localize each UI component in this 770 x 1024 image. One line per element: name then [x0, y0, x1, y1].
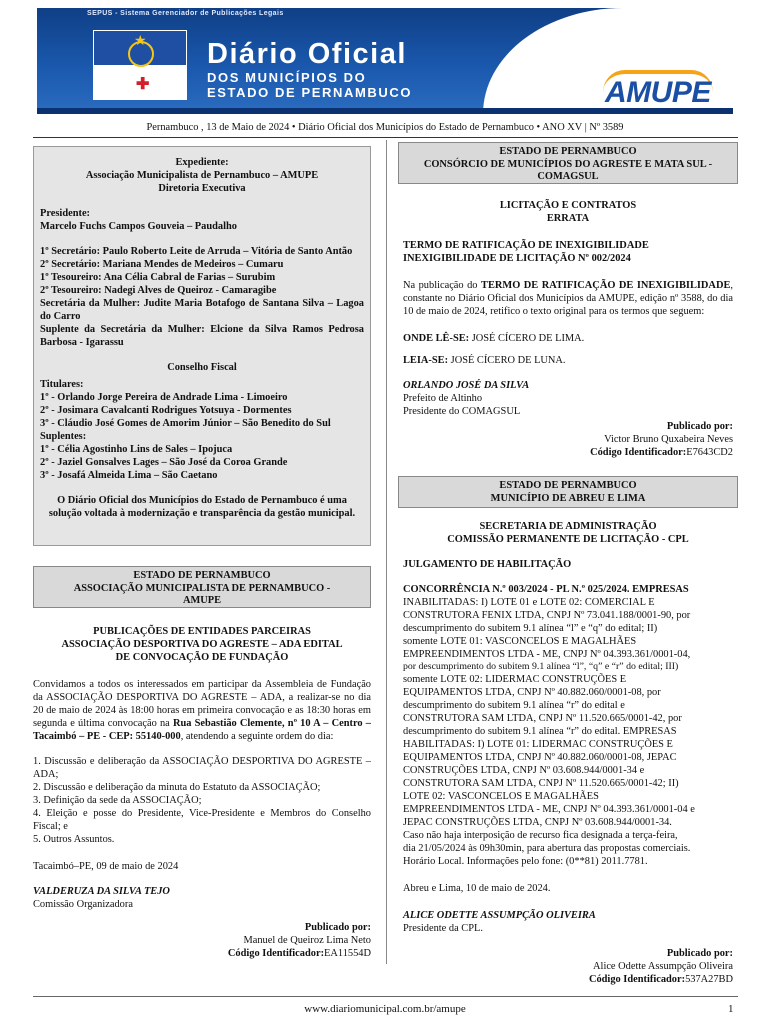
- judgment-line: CONSTRUTORA FENIX LTDA, CNPJ Nº 73.041.188/0001-90, por: [403, 610, 691, 621]
- amupe-logo: [597, 68, 733, 112]
- edition-meta: Pernambuco , 13 de Maio de 2024 • Diário Oficial dos Municípios do Estado de Pernambuco • ANO XV | Nº 3589: [146, 122, 624, 133]
- place-date: Abreu e Lima, 10 de maio de 2024.: [403, 883, 551, 895]
- expediente-board: Diretoria Executiva: [158, 183, 246, 194]
- agenda-item: 1. Discussão e deliberação da ASSOCIAÇÃO DESPORTIVA DO AGRESTE – ADA;: [33, 756, 371, 780]
- notice-header-line: ESTADO DE PERNAMBUCO: [133, 570, 271, 581]
- convocation-address: Rua Sebastião Clemente, nº 10 A – Centro – Tacaimbó – PE - CEP: 55140-000: [33, 718, 371, 742]
- notice-title-line: ASSOCIAÇÃO DESPORTIVA DO AGRESTE – ADA EDITAL: [61, 639, 343, 650]
- signer-name: VALDERUZA DA SILVA TEJO: [33, 886, 170, 897]
- errata-paragraph: [403, 279, 733, 318]
- published-by-label: Publicado por:: [666, 948, 733, 960]
- identifier-code-label: Código Identificador:: [590, 447, 687, 458]
- place-date: Tacaimbó–PE, 09 de maio de 2024: [33, 861, 179, 872]
- column-divider: [386, 140, 387, 964]
- judgment-line: EMPREENDIMENTOS LTDA - ME, CNPJ Nº 04.393.361/0001-04 e: [403, 804, 695, 816]
- agenda-item: 3. Definição da sede da ASSOCIAÇÃO;: [33, 795, 202, 806]
- judgment-title: JULGAMENTO DE HABILITAÇÃO: [403, 559, 572, 570]
- agenda-item: 5. Outros Assuntos.: [33, 834, 115, 845]
- judgment-line: descumprimento do subitem 9.1 alínea “r” do edital. EMPRESAS: [403, 726, 677, 738]
- identifier-code-label: Código Identificador:: [588, 974, 686, 986]
- leia-line: [403, 354, 733, 367]
- officer-item: Secretária da Mulher: Judite Maria Botafogo de Santana Silva – Lagoa do Carro: [40, 298, 364, 322]
- council-member: 2º - Josimara Cavalcanti Rodrigues Yotsuya - Dormentes: [40, 405, 292, 416]
- judgment-line: somente LOTE 02: LIDERMAC CONSTRUÇÕES E: [403, 674, 627, 686]
- abreu-lima-notice-body: [403, 520, 733, 986]
- onde-line: [403, 332, 733, 345]
- amupe-notice-header: [33, 566, 371, 608]
- council-heading: Conselho Fiscal: [167, 362, 237, 373]
- identifier-code-line: [403, 446, 733, 459]
- identifier-code: 537A27BD: [685, 974, 733, 986]
- term-title-line: TERMO DE RATIFICAÇÃO DE INEXIGIBILIDADE: [403, 240, 649, 251]
- identifier-code-line: [33, 947, 371, 960]
- judgment-line: CONSTRUTORA SAM LTDA, CNPJ Nº 11.520.665/0001-42, por: [403, 713, 682, 725]
- header-banner: [37, 8, 733, 114]
- header-divider: [33, 137, 738, 138]
- notice-header-line: ESTADO DE PERNAMBUCO: [499, 146, 637, 157]
- errata-text: Na publicação do: [403, 280, 482, 291]
- titulares-label: Titulares:: [40, 379, 84, 390]
- council-member: 3º - Cláudio José Gomes de Amorim Júnior – São Benedito do Sul: [40, 418, 331, 429]
- council-member: 1º - Orlando Jorge Pereira de Andrade Lima - Limoeiro: [40, 392, 288, 403]
- section-line: LICITAÇÃO E CONTRATOS: [499, 200, 637, 211]
- expediente-box: [33, 146, 371, 546]
- judgment-line: HABILITADAS: I) LOTE 01: LIDERMAC CONSTRUÇÕES E: [403, 739, 673, 751]
- notice-title-line: PUBLICAÇÕES DE ENTIDADES PARCEIRAS: [93, 626, 311, 637]
- officer-item: 1º Tesoureiro: Ana Célia Cabral de Farias – Surubim: [40, 272, 276, 283]
- signer-name: ORLANDO JOSÉ DA SILVA: [403, 380, 530, 391]
- officer-item: 1º Secretário: Paulo Roberto Leite de Arruda – Vitória de Santo Antão: [40, 246, 353, 257]
- judgment-body: [403, 583, 733, 868]
- agenda-list: [33, 755, 371, 846]
- identifier-code: EA11554D: [324, 948, 371, 959]
- judgment-line: CONSTRUÇÕES LTDA, CNPJ Nº 03.608.944/0001-34 e: [403, 765, 645, 777]
- section-line: COMISSÃO PERMANENTE DE LICITAÇÃO - CPL: [447, 534, 689, 545]
- section-line: SECRETARIA DE ADMINISTRAÇÃO: [479, 521, 657, 532]
- signer-name: ALICE ODETTE ASSUMPÇÃO OLIVEIRA: [403, 910, 596, 922]
- judgment-line: somente LOTE 01: VASCONCELOS E MAGALHÃES: [403, 636, 637, 647]
- judgment-line: INABILITADAS: I) LOTE 01 e LOTE 02: COMERCIAL E: [403, 597, 655, 608]
- publication-title: Diário Oficial: [207, 38, 407, 70]
- comagsul-notice-body: [403, 199, 733, 459]
- onde-value: JOSÉ CÍCERO DE LIMA.: [469, 333, 585, 344]
- judgment-line: LOTE 02: VASCONCELOS E MAGALHÃES: [403, 791, 599, 803]
- signer-role: Prefeito de Altinho: [403, 393, 483, 404]
- notice-header-line: AMUPE: [182, 595, 222, 607]
- signer-role: Presidente da CPL.: [403, 923, 483, 935]
- council-member: 2º - Jaziel Gonsalves Lages – São José da Coroa Grande: [40, 457, 288, 468]
- notice-header-line: ASSOCIAÇÃO MUNICIPALISTA DE PERNAMBUCO -: [73, 582, 331, 594]
- president-label: Presidente:: [40, 208, 91, 219]
- council-member: 3º - Josafá Almeida Lima – São Caetano: [40, 470, 218, 481]
- notice-header-line: COMAGSUL: [537, 171, 599, 183]
- suplentes-label: Suplentes:: [40, 431, 87, 442]
- footer-url-link[interactable]: www.diariomunicipal.com.br/amupe: [304, 1003, 466, 1015]
- section-line: ERRATA: [546, 213, 590, 224]
- convocation-paragraph: [33, 678, 371, 743]
- leia-label: LEIA-SE:: [403, 355, 449, 366]
- officer-item: Suplente da Secretária da Mulher: Elcione da Silva Ramos Pedrosa Barbosa - Igarassu: [40, 324, 364, 348]
- judgment-line: EQUIPAMENTOS LTDA, CNPJ Nº 40.882.060/0001-08, JEPAC: [403, 752, 677, 764]
- published-by-label: Publicado por:: [666, 421, 733, 432]
- identifier-code-label: Código Identificador:: [227, 948, 325, 959]
- published-by-name: Victor Bruno Quxabeira Neves: [604, 434, 733, 445]
- published-by-name: Alice Odette Assumpção Oliveira: [593, 961, 733, 973]
- council-member: 1º - Célia Agostinho Lins de Sales – Ipojuca: [40, 444, 233, 455]
- abreu-lima-notice-header: [398, 476, 738, 508]
- publication-subtitle-1: DOS MUNICÍPIOS DO: [207, 70, 367, 85]
- judgment-line: CONCORRÊNCIA N.º 003/2024 - PL N.º 025/2024. EMPRESAS: [403, 584, 689, 595]
- amupe-logo-text: AMUPE: [605, 76, 711, 109]
- signer-role: Comissão Organizadora: [33, 899, 133, 910]
- notice-header-line: ESTADO DE PERNAMBUCO: [499, 480, 637, 491]
- judgment-line: JEPAC CONSTRUÇÕES LTDA, CNPJ Nº 03.608.944/0001-34.: [403, 817, 672, 829]
- expediente-heading: Expediente:: [175, 157, 229, 168]
- agenda-item: 4. Eleição e posse do Presidente, Vice-Presidente e Membros do Conselho Fiscal; e: [33, 808, 371, 832]
- notice-header-line: CONSÓRCIO DE MUNICÍPIOS DO AGRESTE E MATA SUL -: [423, 158, 713, 170]
- pernambuco-flag-icon: ★ ✚: [93, 30, 187, 100]
- judgment-line: por descumprimento do subitem 9.1 alínea “l”, “q” e “r” do edital; III): [403, 661, 679, 672]
- judgment-line: EQUIPAMENTOS LTDA, CNPJ Nº 40.882.060/0001-08, por: [403, 687, 661, 699]
- convocation-text-end: , atendendo a seguinte ordem do dia:: [180, 731, 334, 742]
- onde-label: ONDE LÊ-SE:: [403, 333, 470, 344]
- convocation-text: Convidamos a todos os interessados em participar da Assembleia de Fundação da ASSOCIAÇÃO DESPORTIVA DO AGRESTE – ADA, a realizar-se no dia 20 de maio de 2024 às 18:00 horas em primeira convocação e as 18:30 horas em segunda e última convocação na: [33, 679, 371, 729]
- president-name: Marcelo Fuchs Campos Gouveia – Paudalho: [40, 221, 237, 232]
- judgment-line: Horário Local. Informações pelo fone: (0**81) 2011.7781.: [403, 856, 648, 868]
- leia-value: JOSÉ CÍCERO DE LUNA.: [448, 355, 566, 366]
- errata-text-end: , constante no Diário Oficial dos Municípios da AMUPE, edição nº 3588, do dia 10 de maio de 2024, retifico o texto original para os termos que seguem:: [403, 280, 733, 317]
- page-number: 1: [728, 1003, 734, 1015]
- errata-term: TERMO DE RATIFICAÇÃO DE INEXIGIBILIDADE: [481, 280, 731, 291]
- officer-item: 2º Tesoureiro: Nadegi Alves de Queiroz - Camaragibe: [40, 285, 277, 296]
- judgment-line: EMPREENDIMENTOS LTDA - ME, CNPJ Nº 04.393.361/0001-04,: [403, 649, 691, 660]
- identifier-code-line: [403, 973, 733, 986]
- comagsul-notice-header: [398, 142, 738, 184]
- expediente-closing: O Diário Oficial dos Municípios do Estado de Pernambuco é uma solução voltada à modernização e transparência da gestão municipal.: [48, 495, 356, 519]
- judgment-line: Caso não haja interposição de recurso fica designada a terça-feira,: [403, 830, 678, 842]
- footer-divider: [33, 996, 738, 997]
- notice-title-line: DE CONVOCAÇÃO DE FUNDAÇÃO: [115, 652, 289, 663]
- term-title-line: INEXIGIBILIDADE DE LICITAÇÃO Nº 002/2024: [403, 253, 631, 264]
- expediente-org: Associação Municipalista de Pernambuco – AMUPE: [85, 170, 319, 181]
- judgment-line: descumprimento do subitem 9.1 alínea “r” do edital e: [403, 700, 625, 712]
- officers-list: [40, 245, 364, 349]
- identifier-code: E7643CD2: [686, 447, 733, 458]
- officer-item: 2º Secretário: Mariana Mendes de Medeiros – Cumaru: [40, 259, 284, 270]
- signer-role: Presidente do COMAGSUL: [403, 406, 521, 417]
- amupe-notice-body: [33, 625, 371, 960]
- notice-header-line: MUNICÍPIO DE ABREU E LIMA: [490, 492, 646, 504]
- judgment-line: CONSTRUTORA SAM LTDA, CNPJ Nº 11.520.665/0001-42; II): [403, 778, 679, 790]
- publication-subtitle-2: ESTADO DE PERNAMBUCO: [207, 85, 413, 100]
- system-line: SEPUS - Sistema Gerenciador de Publicações Legais: [87, 10, 284, 17]
- judgment-line: descumprimento do subitem 9.1 alínea “l” e “q” do edital; II): [403, 623, 658, 634]
- judgment-line: dia 21/05/2024 às 09h30min, para abertura das propostas comerciais.: [403, 843, 691, 855]
- agenda-item: 2. Discussão e deliberação da minuta do Estatuto da ASSOCIAÇÃO;: [33, 782, 321, 793]
- published-by-label: Publicado por:: [304, 922, 371, 933]
- published-by-name: Manuel de Queiroz Lima Neto: [243, 935, 371, 946]
